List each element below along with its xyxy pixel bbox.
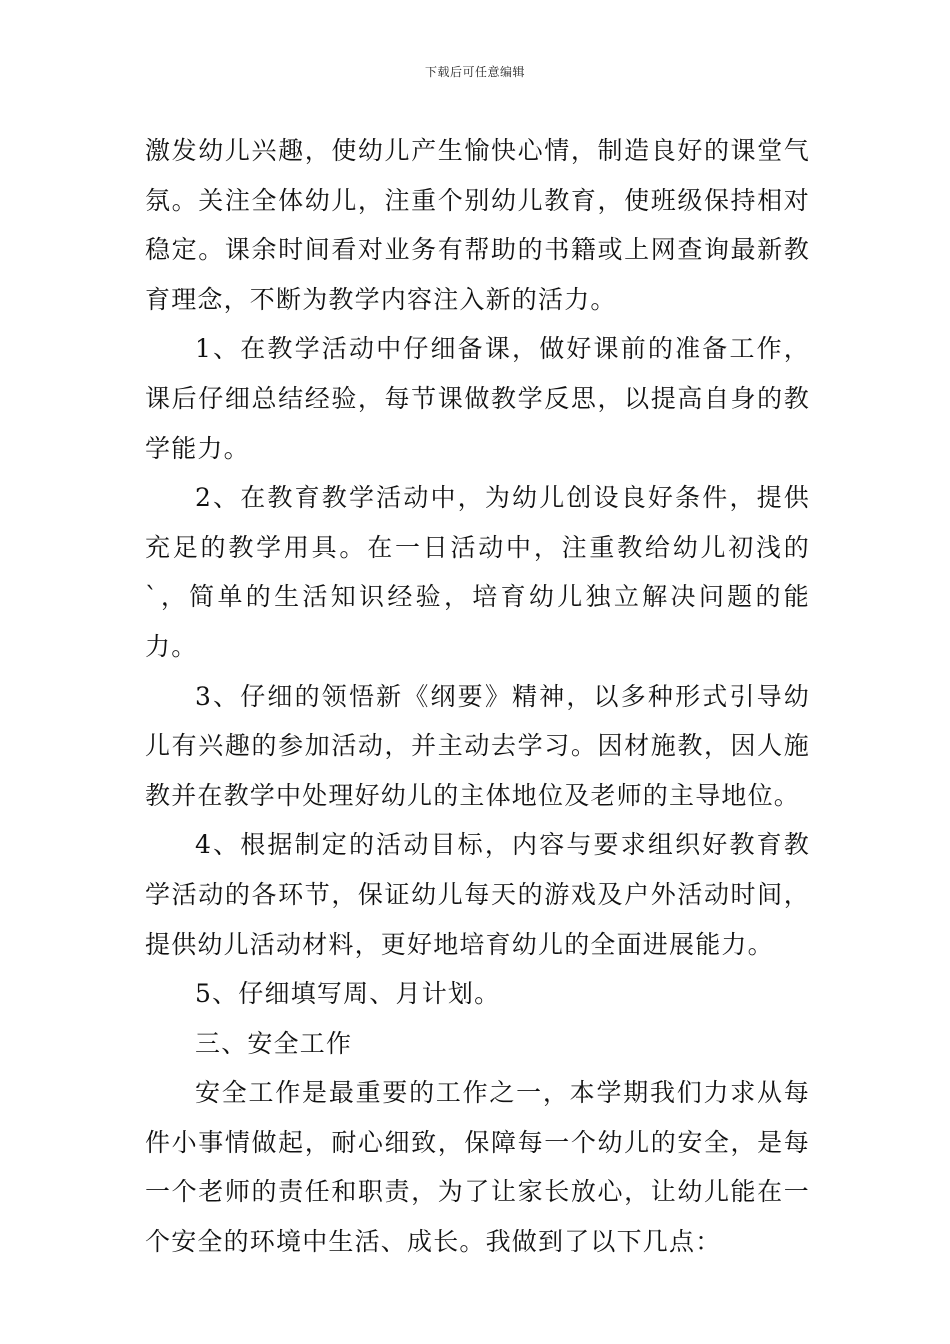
document-body [145, 126, 810, 1267]
paragraph-item-3: 3、仔细的领悟新《纲要》精神，以多种形式引导幼儿有兴趣的参加活动，并主动去学习。因材施教，因人施教并在教学中处理好幼儿的主体地位及老师的主导地位。 [145, 681, 810, 810]
paragraph-item-1: 1、在教学活动中仔细备课，做好课前的准备工作，课后仔细总结经验，每节课做教学反思，以提高自身的教学能力。 [145, 334, 810, 463]
paragraph-item-2: 2、在教育教学活动中，为幼儿创设良好条件，提供充足的教学用具。在一日活动中，注重教给幼儿初浅的`，简单的生活知识经验，培育幼儿独立解决问题的能力。 [145, 483, 810, 661]
paragraph-safety-intro: 安全工作是最重要的工作之一，本学期我们力求从每件小事情做起，耐心细致，保障每一个幼儿的安全，是每一个老师的责任和职责，为了让家长放心，让幼儿能在一个安全的环境中生活、成长。我做到了以下几点： [145, 1078, 810, 1257]
paragraph-item-5: 5、仔细填写周、月计划。 [195, 979, 501, 1009]
section-heading-safety: 三、安全工作 [195, 1028, 353, 1058]
paragraph-continuation: 激发幼儿兴趣，使幼儿产生愉快心情，制造良好的课堂气氛。关注全体幼儿，注重个别幼儿教育，使班级保持相对稳定。课余时间看对业务有帮助的书籍或上网查询最新教育理念，不断为教学内容注入新的活力。 [145, 136, 810, 314]
paragraph-item-4: 4、根据制定的活动目标，内容与要求组织好教育教学活动的各环节，保证幼儿每天的游戏及户外活动时间，提供幼儿活动材料，更好地培育幼儿的全面进展能力。 [145, 830, 810, 959]
header-note: 下载后可任意编辑 [424, 65, 525, 79]
